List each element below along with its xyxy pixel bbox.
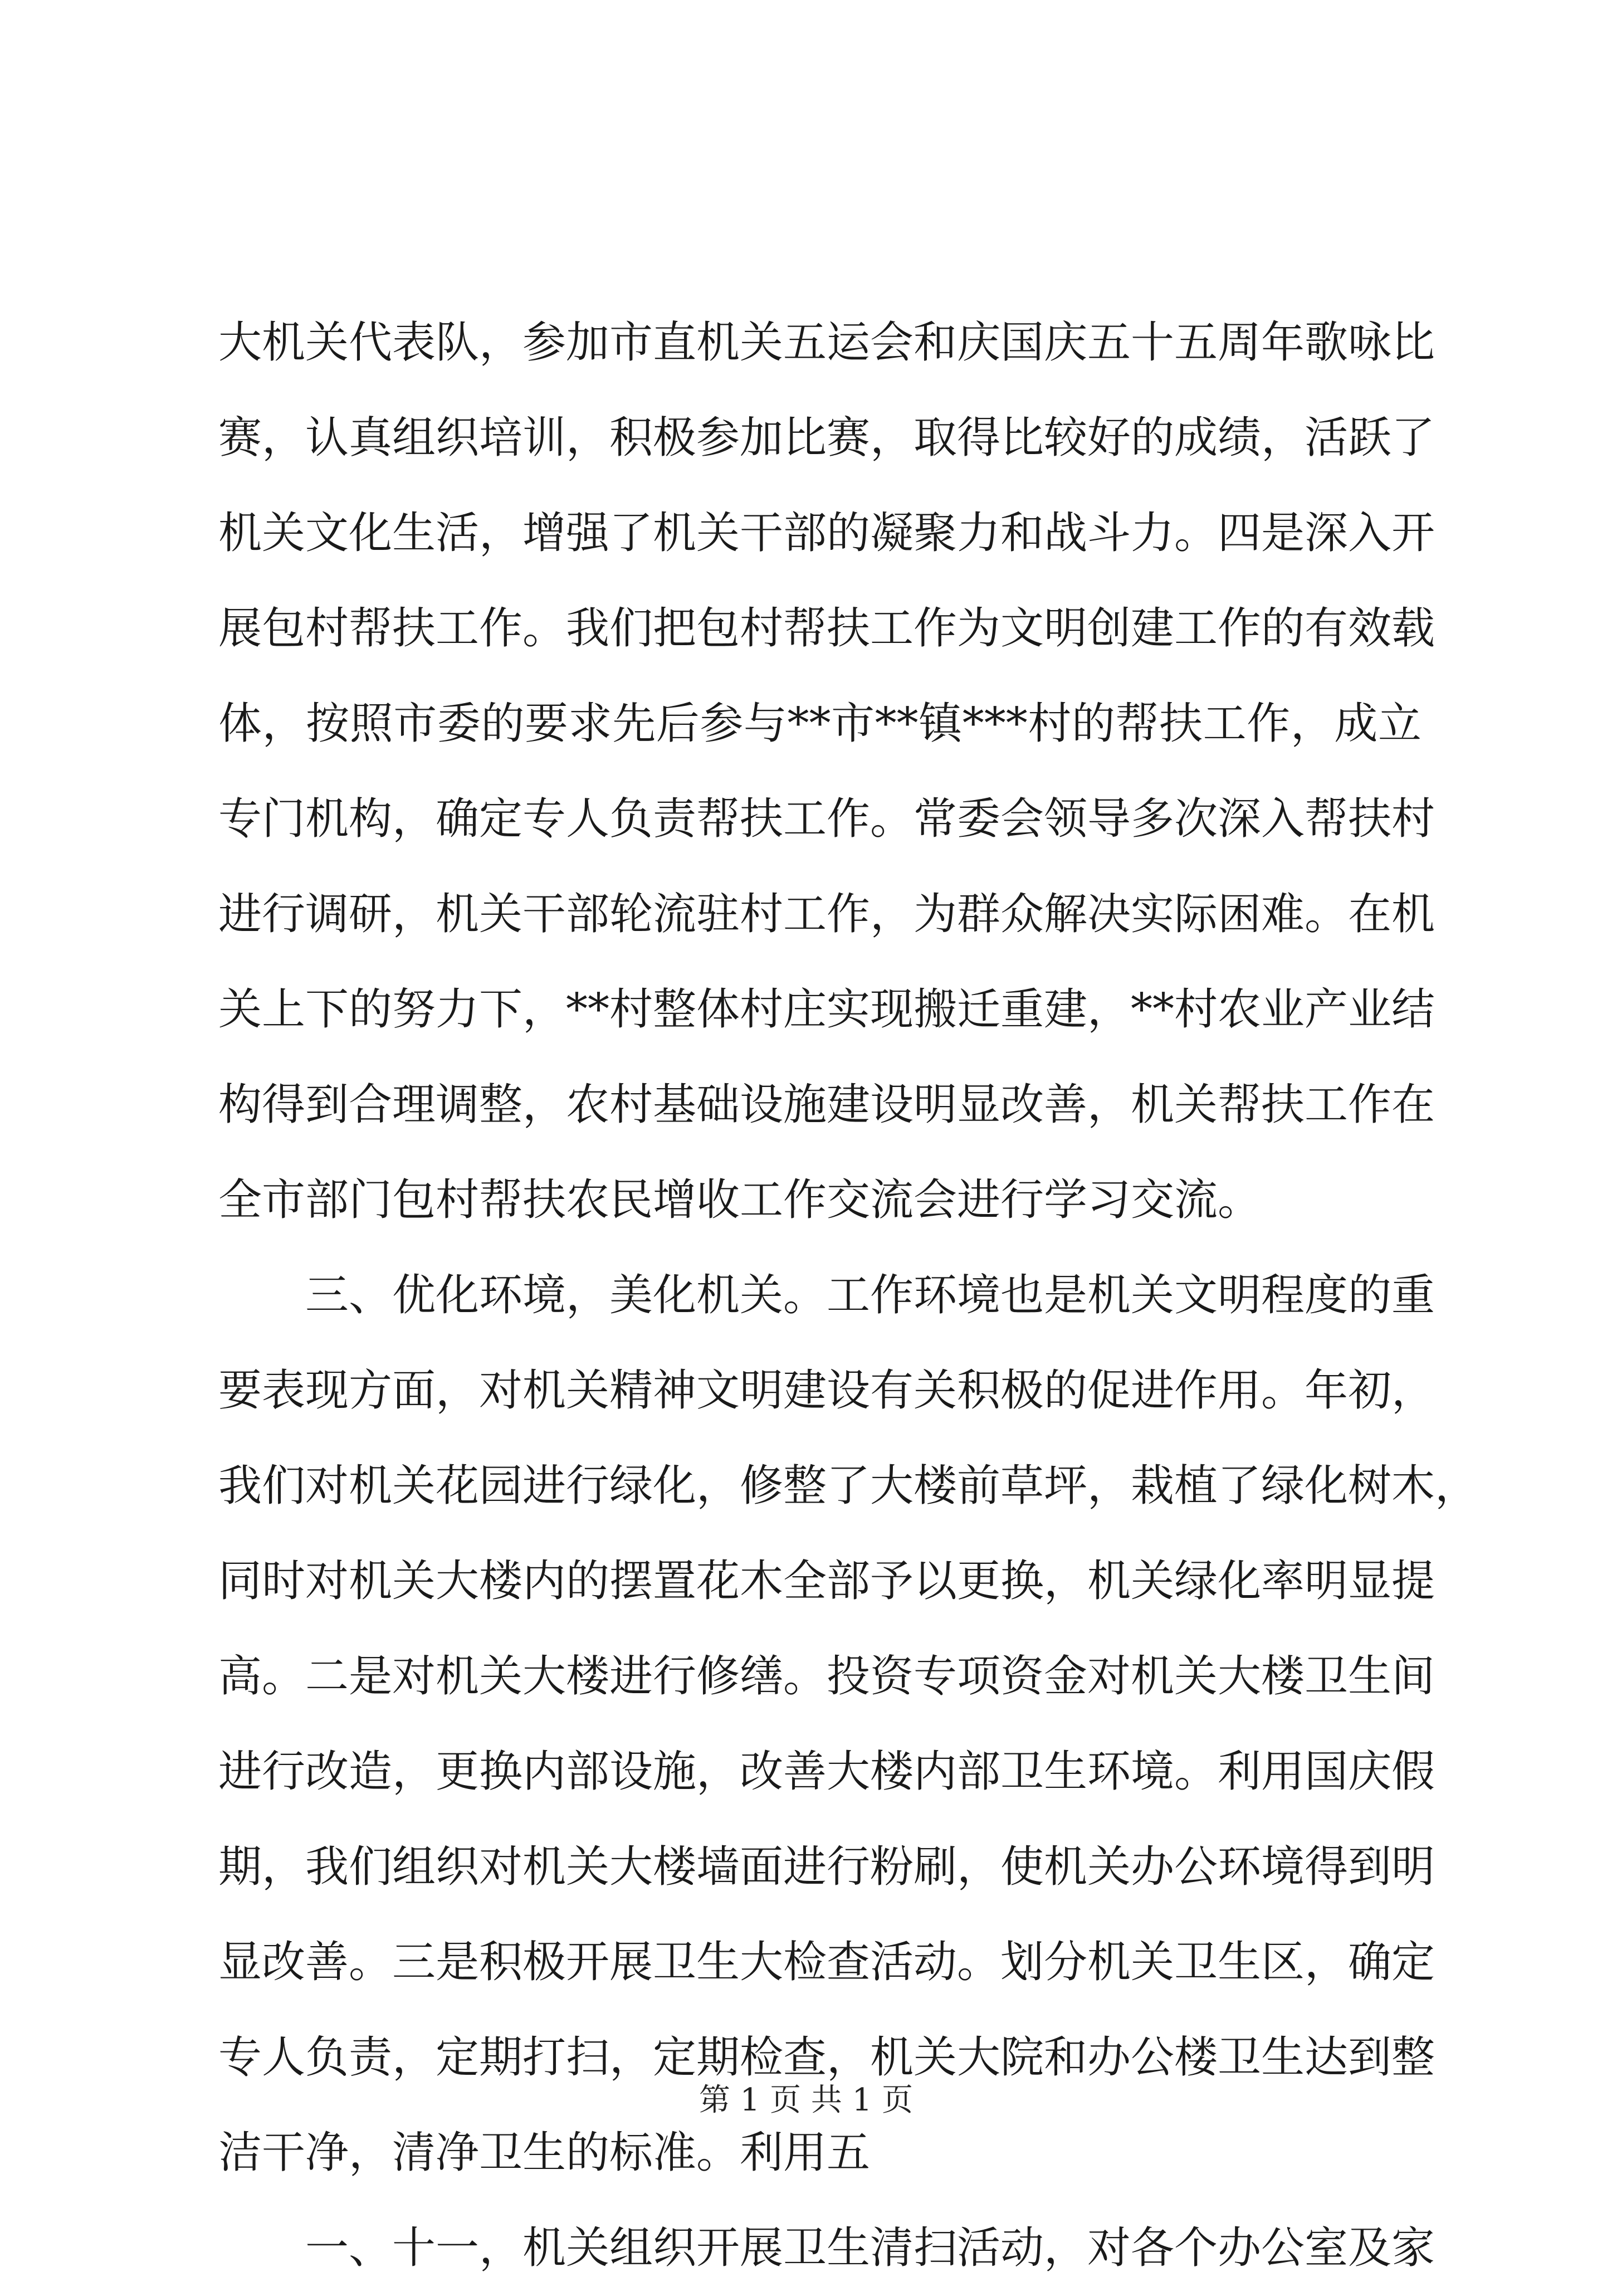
page-number-footer: 第 1 页 共 1 页 xyxy=(698,2082,914,2118)
text-line: 洁干净，清净卫生的标准。利用五 xyxy=(218,2128,871,2178)
paragraph-1 xyxy=(218,295,1435,1248)
text-line: 进行调研，机关干部轮流驻村工作，为群众解决实际困难。在机 xyxy=(218,889,1435,939)
text-line: 一、十一，机关组织开展卫生清扫活动，对各个办公室及家 xyxy=(218,2223,1435,2273)
text-line: 我们对机关花园进行绿化，修整了大楼前草坪，栽植了绿化树木， xyxy=(218,1461,1479,1511)
text-line: 期，我们组织对机关大楼墙面进行粉刷，使机关办公环境得到明 xyxy=(218,1842,1435,1892)
text-line: 高。二是对机关大楼进行修缮。投资专项资金对机关大楼卫生间 xyxy=(218,1651,1435,1702)
text-line: 全市部门包村帮扶农民增收工作交流会进行学习交流。 xyxy=(218,1175,1262,1225)
text-line: 展包村帮扶工作。我们把包村帮扶工作为文明创建工作的有效载 xyxy=(218,603,1435,654)
text-line: 赛，认真组织培训，积极参加比赛，取得比较好的成绩，活跃了 xyxy=(218,413,1435,463)
text-line: 显改善。三是积极开展卫生大检查活动。划分机关卫生区，确定 xyxy=(218,1937,1435,1987)
document-body xyxy=(218,295,1479,2296)
text-line: 专门机构，确定专人负责帮扶工作。常委会领导多次深入帮扶村 xyxy=(218,794,1435,844)
text-line: 专人负责，定期打扫，定期检查，机关大院和办公楼卫生达到整 xyxy=(218,2032,1435,2083)
text-line: 同时对机关大楼内的摆置花木全部予以更换，机关绿化率明显提 xyxy=(218,1556,1435,1606)
text-line: 三、优化环境，美化机关。工作环境也是机关文明程度的重 xyxy=(218,1270,1435,1320)
paragraph-3 xyxy=(218,2201,1435,2296)
text-line: 关上下的努力下，**村整体村庄实现搬迁重建，**村农业产业结 xyxy=(218,984,1435,1035)
text-line: 大机关代表队，参加市直机关五运会和庆国庆五十五周年歌咏比 xyxy=(218,318,1435,368)
text-line: 构得到合理调整，农村基础设施建设明显改善，机关帮扶工作在 xyxy=(218,1080,1435,1130)
text-line: 机关文化生活，增强了机关干部的凝聚力和战斗力。四是深入开 xyxy=(218,508,1435,558)
text-line: 进行改造，更换内部设施，改善大楼内部卫生环境。利用国庆假 xyxy=(218,1747,1435,1797)
text-line: 要表现方面，对机关精神文明建设有关积极的促进作用。年初， xyxy=(218,1366,1435,1416)
paragraph-2 xyxy=(218,1248,1479,2201)
text-line: 体，按照市委的要求先后参与**市**镇***村的帮扶工作，成立 xyxy=(218,699,1422,749)
